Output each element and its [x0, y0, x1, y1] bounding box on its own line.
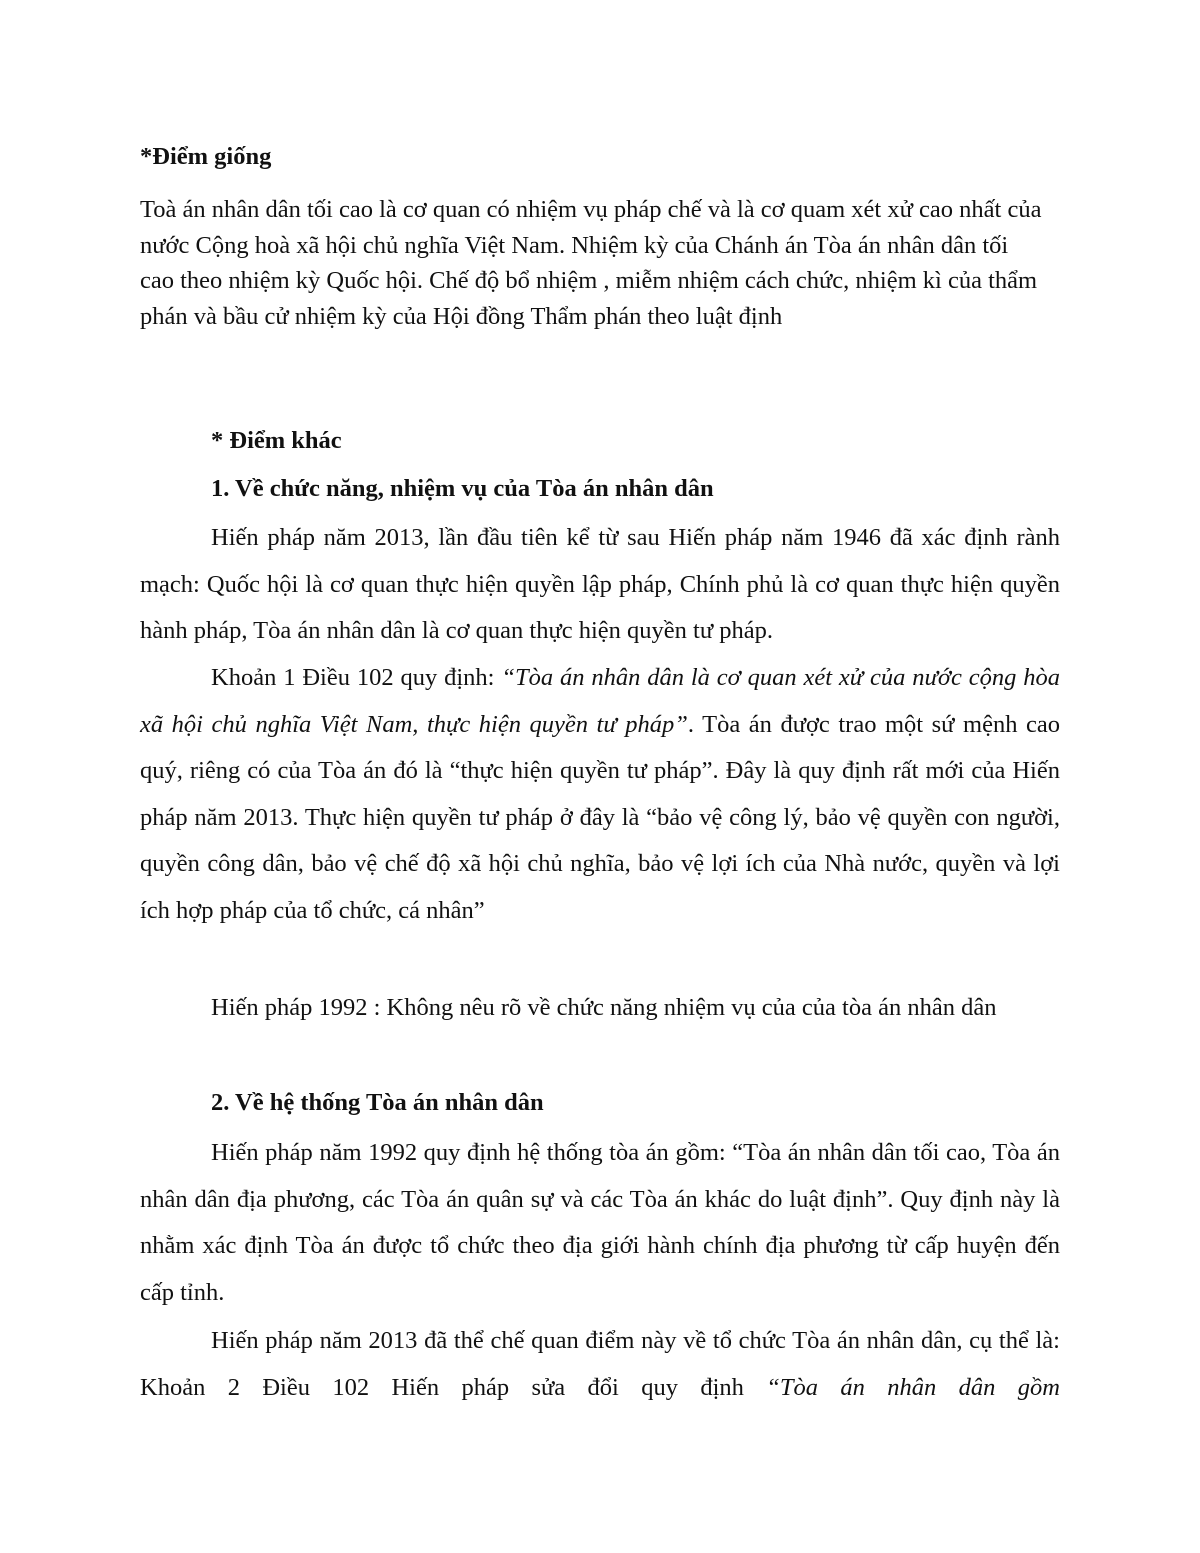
section-1-paragraph-2-lead: Khoản 1 Điều 102 quy định:: [211, 664, 502, 691]
paragraph-similarities: Toà án nhân dân tối cao là cơ quan có nhiệm vụ pháp chế và là cơ quam xét xử cao nhất của nước Cộng hoà xã hội chủ nghĩa Việt Nam. Nhiệm kỳ của Chánh án Tòa án nhân dân tối cao theo nhiệm kỳ Quốc hội. Chế độ bổ nhiệm , miễm nhiệm cách chức, nhiệm kì của thẩm phán và bầu cử nhiệm kỳ của Hội đồng Thẩm phán theo luật định: [140, 196, 1042, 330]
section-2-paragraph-2: [140, 1318, 1060, 1411]
section-1-paragraph-3: Hiến pháp 1992 : Không nêu rõ về chức năng nhiệm vụ của của tòa án nhân dân: [211, 994, 997, 1021]
section-1-title: 1. Về chức năng, nhiệm vụ của Tòa án nhân dân: [211, 475, 714, 502]
article-102-clause-2-quote: “Tòa án nhân dân gồm: [766, 1373, 1060, 1401]
section-1-paragraph-1: Hiến pháp năm 2013, lần đầu tiên kể từ sau Hiến pháp năm 1946 đã xác định rành mạch: Quốc hội là cơ quan thực hiện quyền lập pháp, Chính phủ là cơ quan thực hiện quyền hành pháp, Tòa án nhân dân là cơ quan thực hiện quyền tư pháp.: [140, 524, 1060, 644]
heading-similarities: *Điểm giống: [140, 143, 272, 170]
heading-differences: * Điểm khác: [211, 427, 342, 454]
section-2-title: 2. Về hệ thống Tòa án nhân dân: [211, 1089, 544, 1116]
section-1-paragraph-2-rest: . Tòa án được trao một sứ mệnh cao quý, riêng có của Tòa án đó là “thực hiện quyền tư pháp”. Đây là quy định rất mới của Hiến pháp năm 2013. Thực hiện quyền tư pháp ở đây là “bảo vệ công lý, bảo vệ quyền con người, quyền công dân, bảo vệ chế độ xã hội chủ nghĩa, bảo vệ lợi ích của Nhà nước, quyền và lợi ích hợp pháp của tổ chức, cá nhân”: [140, 710, 1060, 924]
section-2-paragraph-2-lead: Hiến pháp năm 2013 đã thể chế quan điểm này về tổ chức Tòa án nhân dân, cụ thể là: Khoản 2 Điều 102 Hiến pháp sửa đổi quy định: [140, 1327, 1060, 1401]
section-2-paragraph-1: Hiến pháp năm 1992 quy định hệ thống tòa án gồm: “Tòa án nhân dân tối cao, Tòa án nhân dân địa phương, các Tòa án quân sự và các Tòa án khác do luật định”. Quy định này là nhằm xác định Tòa án được tổ chức theo địa giới hành chính địa phương từ cấp huyện đến cấp tỉnh.: [140, 1139, 1060, 1306]
section-1-paragraph-2: [140, 655, 1060, 934]
article-102-clause-1-quote: “Tòa án nhân dân là cơ quan xét xử của nước cộng hòa xã hội chủ nghĩa Việt Nam, thực hiện quyền tư pháp”: [140, 664, 1060, 738]
